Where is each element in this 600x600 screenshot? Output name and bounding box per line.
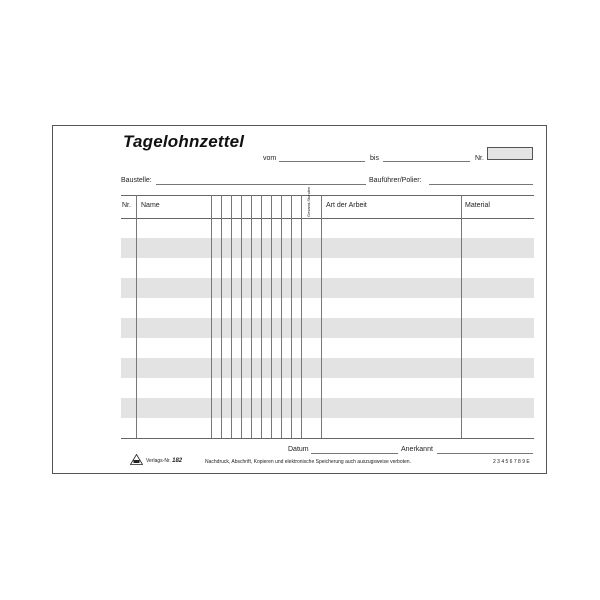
table-row[interactable]	[121, 358, 534, 378]
table-row[interactable]	[121, 238, 534, 258]
column-divider	[301, 195, 302, 438]
column-divider	[291, 195, 292, 438]
table-row[interactable]	[121, 218, 534, 238]
column-divider	[281, 195, 282, 438]
table-row[interactable]	[121, 318, 534, 338]
publisher-logo-icon	[130, 454, 143, 465]
table-bottom-rule	[121, 438, 534, 439]
publisher-label	[146, 458, 182, 464]
datum-label: Datum	[288, 446, 309, 453]
table-row[interactable]	[121, 418, 534, 438]
table-row[interactable]	[121, 298, 534, 318]
header-nr: Nr.	[122, 202, 131, 209]
nr-field[interactable]	[487, 147, 533, 160]
column-divider	[251, 195, 252, 438]
column-divider	[211, 195, 212, 438]
bauführer-field[interactable]	[429, 184, 533, 185]
copyright-notice: Nachdruck, Abschrift, Kopieren und elektronische Speicherung auch auszugsweise verboten.	[205, 459, 411, 465]
nr-label: Nr.	[475, 155, 484, 162]
header-name: Name	[141, 202, 160, 209]
column-divider	[136, 195, 137, 438]
header-material: Material	[465, 202, 490, 209]
column-divider	[231, 195, 232, 438]
column-divider	[321, 195, 322, 438]
table-row[interactable]	[121, 338, 534, 358]
baustelle-field[interactable]	[156, 184, 366, 185]
table-row[interactable]	[121, 378, 534, 398]
column-divider	[461, 195, 462, 438]
header-gesamt-stunden: Gesamt-Stunden	[306, 186, 311, 217]
column-divider	[241, 195, 242, 438]
baustelle-label: Baustelle:	[121, 177, 152, 184]
column-divider	[221, 195, 222, 438]
table-row[interactable]	[121, 278, 534, 298]
column-divider	[261, 195, 262, 438]
vom-label: vom	[263, 155, 277, 162]
form-title: Tagelohnzettel	[123, 132, 245, 151]
anerkannt-label: Anerkannt	[401, 446, 433, 453]
table-row[interactable]	[121, 398, 534, 418]
bis-field[interactable]	[383, 161, 470, 162]
table-top-rule	[121, 195, 534, 196]
column-divider	[271, 195, 272, 438]
header-art-der-arbeit: Art der Arbeit	[326, 202, 367, 209]
datum-field[interactable]	[311, 453, 398, 454]
bauführer-label: Bauführer/Polier:	[369, 177, 422, 184]
print-code: 2 3 4 5 6 7 8 9 E	[493, 459, 530, 465]
publisher-label-text: Verlags-Nr.	[146, 458, 171, 464]
form-sheet	[52, 125, 547, 474]
table-row[interactable]	[121, 258, 534, 278]
bis-label: bis	[370, 155, 379, 162]
anerkannt-field[interactable]	[437, 453, 533, 454]
vom-field[interactable]	[279, 161, 365, 162]
publisher-number: 182	[172, 458, 183, 464]
